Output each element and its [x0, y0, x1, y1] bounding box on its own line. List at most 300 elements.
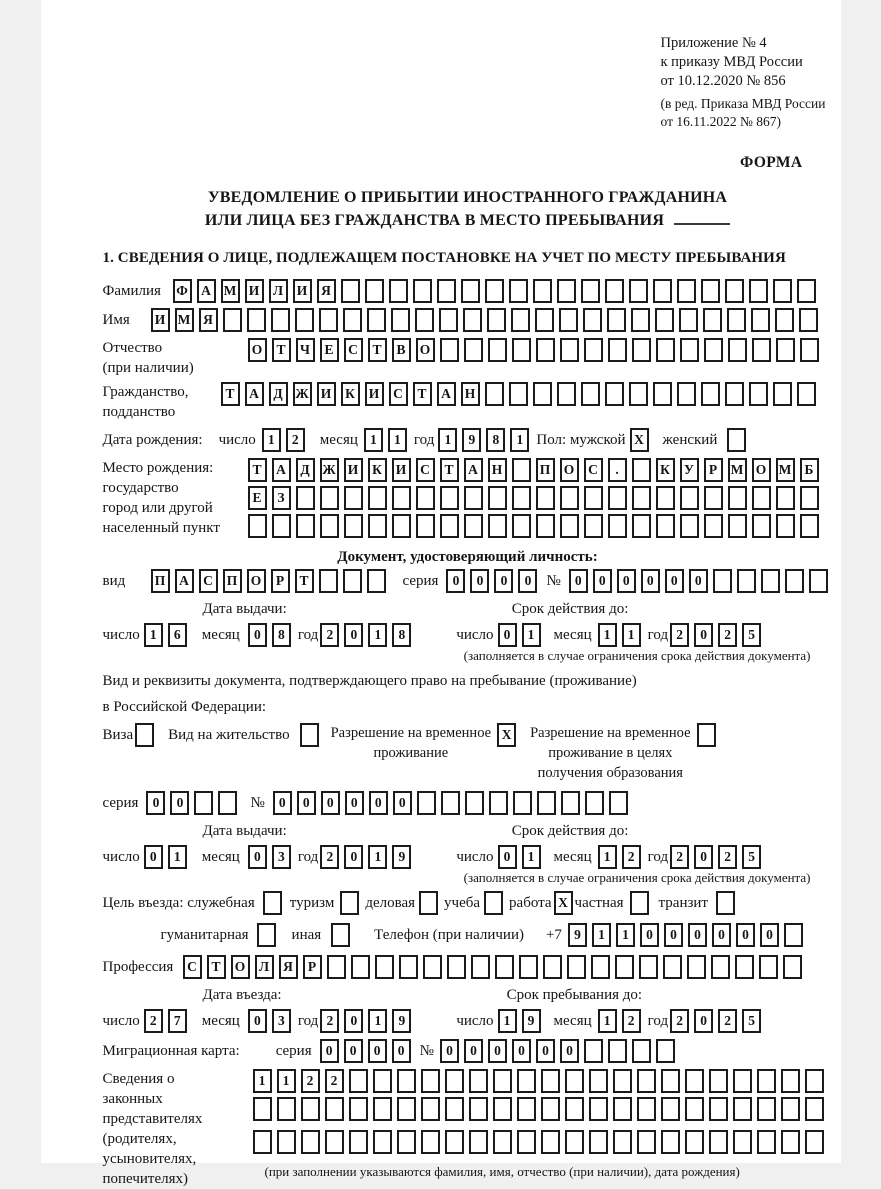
form-cell[interactable]: 1 [262, 428, 281, 452]
form-cell[interactable]: И [293, 279, 312, 303]
form-cell[interactable] [773, 279, 792, 303]
form-cell[interactable]: 1 [368, 845, 387, 869]
form-cell[interactable]: 0 [273, 791, 292, 815]
form-cell[interactable]: Е [320, 338, 339, 362]
form-cell[interactable] [809, 569, 828, 593]
form-cell[interactable]: 0 [569, 569, 588, 593]
form-cell[interactable] [709, 1130, 728, 1154]
form-cell[interactable] [489, 791, 508, 815]
form-cell[interactable] [799, 308, 818, 332]
form-cell[interactable] [277, 1097, 296, 1121]
form-cell[interactable] [703, 308, 722, 332]
form-cell[interactable]: 8 [272, 623, 291, 647]
form-cell[interactable]: 8 [392, 623, 411, 647]
form-cell[interactable] [776, 514, 795, 538]
form-cell[interactable] [320, 486, 339, 510]
form-cell[interactable] [656, 486, 675, 510]
form-cell[interactable]: 0 [518, 569, 537, 593]
form-cell[interactable] [557, 382, 576, 406]
checkbox[interactable] [257, 923, 276, 947]
form-cell[interactable] [752, 486, 771, 510]
form-cell[interactable] [752, 338, 771, 362]
form-cell[interactable]: . [608, 458, 627, 482]
form-cell[interactable]: 0 [297, 791, 316, 815]
form-cell[interactable] [349, 1069, 368, 1093]
form-cell[interactable]: Р [271, 569, 290, 593]
form-cell[interactable]: 0 [760, 923, 779, 947]
form-cell[interactable] [272, 514, 291, 538]
form-cell[interactable] [605, 382, 624, 406]
form-cell[interactable] [397, 1069, 416, 1093]
form-cell[interactable]: Т [221, 382, 240, 406]
form-cell[interactable]: А [437, 382, 456, 406]
form-cell[interactable] [301, 1130, 320, 1154]
form-cell[interactable] [685, 1130, 704, 1154]
form-cell[interactable] [533, 382, 552, 406]
form-cell[interactable]: С [584, 458, 603, 482]
form-cell[interactable] [737, 569, 756, 593]
form-cell[interactable] [517, 1130, 536, 1154]
form-cell[interactable] [785, 569, 804, 593]
form-cell[interactable] [416, 486, 435, 510]
form-cell[interactable]: Д [269, 382, 288, 406]
form-cell[interactable] [465, 791, 484, 815]
form-cell[interactable] [613, 1069, 632, 1093]
form-cell[interactable]: М [776, 458, 795, 482]
form-cell[interactable] [301, 1097, 320, 1121]
form-cell[interactable] [565, 1069, 584, 1093]
form-cell[interactable]: 0 [344, 1039, 363, 1063]
form-cell[interactable]: 0 [536, 1039, 555, 1063]
form-cell[interactable]: 2 [718, 623, 737, 647]
form-cell[interactable] [797, 279, 816, 303]
form-cell[interactable]: Т [207, 955, 226, 979]
form-cell[interactable] [709, 1097, 728, 1121]
form-cell[interactable] [591, 955, 610, 979]
form-cell[interactable]: 0 [694, 845, 713, 869]
form-cell[interactable]: 0 [512, 1039, 531, 1063]
form-cell[interactable]: И [392, 458, 411, 482]
form-cell[interactable]: 0 [712, 923, 731, 947]
form-cell[interactable] [661, 1130, 680, 1154]
form-cell[interactable]: М [728, 458, 747, 482]
form-cell[interactable] [247, 308, 266, 332]
form-cell[interactable] [253, 1130, 272, 1154]
form-cell[interactable]: Б [800, 458, 819, 482]
form-cell[interactable]: 0 [665, 569, 684, 593]
form-cell[interactable] [805, 1097, 824, 1121]
form-cell[interactable]: 2 [670, 845, 689, 869]
form-cell[interactable]: Н [488, 458, 507, 482]
form-cell[interactable]: У [680, 458, 699, 482]
form-cell[interactable]: В [392, 338, 411, 362]
form-cell[interactable] [781, 1130, 800, 1154]
form-cell[interactable]: 1 [253, 1069, 272, 1093]
form-cell[interactable]: О [752, 458, 771, 482]
form-cell[interactable] [677, 382, 696, 406]
form-cell[interactable]: С [199, 569, 218, 593]
form-cell[interactable]: 2 [320, 1009, 339, 1033]
form-cell[interactable] [512, 514, 531, 538]
form-cell[interactable]: 9 [392, 845, 411, 869]
form-cell[interactable] [805, 1130, 824, 1154]
form-cell[interactable]: 0 [498, 623, 517, 647]
form-cell[interactable]: 1 [277, 1069, 296, 1093]
form-cell[interactable] [485, 279, 504, 303]
form-cell[interactable] [680, 486, 699, 510]
checkbox[interactable] [697, 723, 716, 747]
form-cell[interactable] [728, 338, 747, 362]
form-cell[interactable]: 9 [392, 1009, 411, 1033]
form-cell[interactable] [629, 382, 648, 406]
form-cell[interactable] [711, 955, 730, 979]
form-cell[interactable]: 0 [392, 1039, 411, 1063]
form-cell[interactable] [608, 1039, 627, 1063]
form-cell[interactable] [344, 514, 363, 538]
form-cell[interactable] [581, 382, 600, 406]
form-cell[interactable]: Д [296, 458, 315, 482]
form-cell[interactable] [605, 279, 624, 303]
form-cell[interactable]: 2 [670, 623, 689, 647]
form-cell[interactable]: Т [368, 338, 387, 362]
form-cell[interactable]: 0 [617, 569, 636, 593]
form-cell[interactable] [584, 514, 603, 538]
form-cell[interactable] [535, 308, 554, 332]
form-cell[interactable] [783, 955, 802, 979]
form-cell[interactable] [271, 308, 290, 332]
form-cell[interactable] [565, 1097, 584, 1121]
form-cell[interactable] [536, 338, 555, 362]
form-cell[interactable] [495, 955, 514, 979]
form-cell[interactable]: 5 [742, 845, 761, 869]
form-cell[interactable] [800, 338, 819, 362]
form-cell[interactable]: 1 [622, 623, 641, 647]
form-cell[interactable] [776, 486, 795, 510]
form-cell[interactable]: 1 [368, 623, 387, 647]
checkbox[interactable] [331, 923, 350, 947]
form-cell[interactable]: 0 [694, 1009, 713, 1033]
form-cell[interactable] [392, 514, 411, 538]
form-cell[interactable]: 1 [616, 923, 635, 947]
form-cell[interactable] [373, 1130, 392, 1154]
form-cell[interactable] [776, 338, 795, 362]
form-cell[interactable] [583, 308, 602, 332]
form-cell[interactable] [536, 514, 555, 538]
form-cell[interactable] [368, 514, 387, 538]
checkbox[interactable] [135, 723, 154, 747]
form-cell[interactable] [325, 1097, 344, 1121]
form-cell[interactable] [423, 955, 442, 979]
form-cell[interactable] [557, 279, 576, 303]
form-cell[interactable] [493, 1130, 512, 1154]
form-cell[interactable]: 7 [168, 1009, 187, 1033]
form-cell[interactable] [781, 1069, 800, 1093]
form-cell[interactable]: 0 [641, 569, 660, 593]
form-cell[interactable]: 0 [464, 1039, 483, 1063]
form-cell[interactable] [733, 1130, 752, 1154]
form-cell[interactable] [615, 955, 634, 979]
form-cell[interactable] [541, 1130, 560, 1154]
form-cell[interactable]: Т [248, 458, 267, 482]
form-cell[interactable]: 9 [568, 923, 587, 947]
checkbox[interactable] [727, 428, 746, 452]
checkbox[interactable] [716, 891, 735, 915]
form-cell[interactable] [464, 486, 483, 510]
form-cell[interactable] [327, 955, 346, 979]
form-cell[interactable]: 0 [446, 569, 465, 593]
form-cell[interactable] [487, 308, 506, 332]
form-cell[interactable] [567, 955, 586, 979]
form-cell[interactable] [589, 1069, 608, 1093]
form-cell[interactable] [749, 382, 768, 406]
form-cell[interactable] [733, 1069, 752, 1093]
form-cell[interactable] [761, 569, 780, 593]
form-cell[interactable]: Т [295, 569, 314, 593]
form-cell[interactable]: 2 [320, 845, 339, 869]
form-cell[interactable]: М [175, 308, 194, 332]
form-cell[interactable]: П [151, 569, 170, 593]
form-cell[interactable]: 1 [598, 623, 617, 647]
form-cell[interactable] [445, 1097, 464, 1121]
form-cell[interactable] [752, 514, 771, 538]
form-cell[interactable] [773, 382, 792, 406]
checkbox[interactable] [484, 891, 503, 915]
form-cell[interactable] [416, 514, 435, 538]
form-cell[interactable] [485, 382, 504, 406]
form-cell[interactable] [733, 1097, 752, 1121]
form-cell[interactable] [223, 308, 242, 332]
form-cell[interactable]: 1 [388, 428, 407, 452]
form-cell[interactable] [632, 486, 651, 510]
form-cell[interactable]: С [344, 338, 363, 362]
form-cell[interactable]: 1 [368, 1009, 387, 1033]
form-cell[interactable] [253, 1097, 272, 1121]
form-cell[interactable] [656, 1039, 675, 1063]
form-cell[interactable]: И [344, 458, 363, 482]
form-cell[interactable]: 0 [694, 623, 713, 647]
form-cell[interactable]: Н [461, 382, 480, 406]
form-cell[interactable] [319, 569, 338, 593]
form-cell[interactable] [541, 1097, 560, 1121]
form-cell[interactable] [656, 514, 675, 538]
form-cell[interactable] [392, 486, 411, 510]
form-cell[interactable]: З [272, 486, 291, 510]
form-cell[interactable] [653, 382, 672, 406]
form-cell[interactable] [375, 955, 394, 979]
form-cell[interactable] [661, 1069, 680, 1093]
form-cell[interactable]: А [197, 279, 216, 303]
form-cell[interactable]: О [560, 458, 579, 482]
form-cell[interactable] [687, 955, 706, 979]
form-cell[interactable] [632, 458, 651, 482]
form-cell[interactable] [584, 338, 603, 362]
form-cell[interactable] [447, 955, 466, 979]
form-cell[interactable] [463, 308, 482, 332]
form-cell[interactable] [440, 486, 459, 510]
form-cell[interactable] [421, 1097, 440, 1121]
form-cell[interactable] [493, 1069, 512, 1093]
form-cell[interactable]: О [247, 569, 266, 593]
form-cell[interactable]: 0 [494, 569, 513, 593]
form-cell[interactable]: 3 [272, 845, 291, 869]
form-cell[interactable] [441, 791, 460, 815]
form-cell[interactable] [368, 486, 387, 510]
form-cell[interactable]: 1 [522, 845, 541, 869]
form-cell[interactable]: И [151, 308, 170, 332]
form-cell[interactable]: О [248, 338, 267, 362]
form-cell[interactable] [413, 279, 432, 303]
checkbox[interactable]: X [554, 891, 573, 915]
form-cell[interactable] [581, 279, 600, 303]
form-cell[interactable] [728, 514, 747, 538]
form-cell[interactable] [277, 1130, 296, 1154]
form-cell[interactable]: 2 [286, 428, 305, 452]
form-cell[interactable] [608, 514, 627, 538]
form-cell[interactable] [445, 1069, 464, 1093]
form-cell[interactable] [512, 338, 531, 362]
form-cell[interactable] [655, 308, 674, 332]
form-cell[interactable]: 0 [369, 791, 388, 815]
form-cell[interactable] [194, 791, 213, 815]
checkbox[interactable] [300, 723, 319, 747]
form-cell[interactable] [805, 1069, 824, 1093]
form-cell[interactable] [541, 1069, 560, 1093]
form-cell[interactable] [751, 308, 770, 332]
form-cell[interactable] [493, 1097, 512, 1121]
form-cell[interactable] [440, 338, 459, 362]
form-cell[interactable]: 0 [560, 1039, 579, 1063]
form-cell[interactable] [341, 279, 360, 303]
form-cell[interactable] [519, 955, 538, 979]
form-cell[interactable] [608, 338, 627, 362]
form-cell[interactable]: 2 [670, 1009, 689, 1033]
form-cell[interactable]: 1 [598, 845, 617, 869]
form-cell[interactable] [560, 486, 579, 510]
form-cell[interactable] [469, 1069, 488, 1093]
form-cell[interactable] [589, 1097, 608, 1121]
form-cell[interactable] [543, 955, 562, 979]
form-cell[interactable] [373, 1069, 392, 1093]
form-cell[interactable] [488, 486, 507, 510]
checkbox[interactable]: X [630, 428, 649, 452]
form-cell[interactable]: 0 [498, 845, 517, 869]
form-cell[interactable]: К [341, 382, 360, 406]
form-cell[interactable] [512, 486, 531, 510]
form-cell[interactable] [509, 382, 528, 406]
form-cell[interactable] [560, 338, 579, 362]
form-cell[interactable] [584, 1039, 603, 1063]
form-cell[interactable] [218, 791, 237, 815]
form-cell[interactable]: С [416, 458, 435, 482]
form-cell[interactable] [727, 308, 746, 332]
form-cell[interactable]: 0 [393, 791, 412, 815]
form-cell[interactable]: 0 [688, 923, 707, 947]
form-cell[interactable]: 0 [736, 923, 755, 947]
form-cell[interactable] [397, 1130, 416, 1154]
form-cell[interactable] [296, 486, 315, 510]
form-cell[interactable] [421, 1069, 440, 1093]
form-cell[interactable] [637, 1130, 656, 1154]
form-cell[interactable]: 0 [248, 845, 267, 869]
form-cell[interactable] [663, 955, 682, 979]
form-cell[interactable]: 2 [144, 1009, 163, 1033]
form-cell[interactable]: 0 [345, 791, 364, 815]
form-cell[interactable]: Ф [173, 279, 192, 303]
form-cell[interactable]: А [272, 458, 291, 482]
form-cell[interactable] [536, 486, 555, 510]
form-cell[interactable]: К [656, 458, 675, 482]
form-cell[interactable]: 1 [144, 623, 163, 647]
form-cell[interactable] [295, 308, 314, 332]
form-cell[interactable] [704, 514, 723, 538]
form-cell[interactable]: 2 [718, 845, 737, 869]
form-cell[interactable] [800, 514, 819, 538]
form-cell[interactable] [560, 514, 579, 538]
form-cell[interactable] [637, 1097, 656, 1121]
form-cell[interactable] [559, 308, 578, 332]
form-cell[interactable]: О [416, 338, 435, 362]
form-cell[interactable] [399, 955, 418, 979]
form-cell[interactable] [585, 791, 604, 815]
form-cell[interactable] [537, 791, 556, 815]
form-cell[interactable]: 0 [146, 791, 165, 815]
form-cell[interactable]: 1 [438, 428, 457, 452]
form-cell[interactable] [613, 1130, 632, 1154]
form-cell[interactable] [679, 308, 698, 332]
form-cell[interactable]: 0 [144, 845, 163, 869]
form-cell[interactable]: И [365, 382, 384, 406]
form-cell[interactable] [469, 1130, 488, 1154]
form-cell[interactable]: 0 [344, 623, 363, 647]
checkbox[interactable] [340, 891, 359, 915]
form-cell[interactable]: 0 [344, 1009, 363, 1033]
form-cell[interactable]: О [231, 955, 250, 979]
form-cell[interactable]: Т [413, 382, 432, 406]
form-cell[interactable] [349, 1130, 368, 1154]
form-cell[interactable]: Я [199, 308, 218, 332]
form-cell[interactable] [609, 791, 628, 815]
form-cell[interactable] [417, 791, 436, 815]
form-cell[interactable]: 0 [640, 923, 659, 947]
form-cell[interactable] [800, 486, 819, 510]
form-cell[interactable]: П [536, 458, 555, 482]
form-cell[interactable] [248, 514, 267, 538]
form-cell[interactable] [725, 279, 744, 303]
form-cell[interactable]: 2 [325, 1069, 344, 1093]
checkbox[interactable] [263, 891, 282, 915]
form-cell[interactable]: 0 [321, 791, 340, 815]
form-cell[interactable] [512, 458, 531, 482]
form-cell[interactable] [631, 308, 650, 332]
form-cell[interactable] [561, 791, 580, 815]
form-cell[interactable]: 9 [522, 1009, 541, 1033]
form-cell[interactable] [704, 486, 723, 510]
form-cell[interactable]: 1 [598, 1009, 617, 1033]
form-cell[interactable] [637, 1069, 656, 1093]
form-cell[interactable]: Ж [293, 382, 312, 406]
form-cell[interactable]: 3 [272, 1009, 291, 1033]
form-cell[interactable] [367, 569, 386, 593]
form-cell[interactable]: Л [255, 955, 274, 979]
form-cell[interactable] [349, 1097, 368, 1121]
form-cell[interactable] [296, 514, 315, 538]
form-cell[interactable]: 6 [168, 623, 187, 647]
form-cell[interactable] [781, 1097, 800, 1121]
form-cell[interactable]: 2 [718, 1009, 737, 1033]
form-cell[interactable]: 8 [486, 428, 505, 452]
form-cell[interactable] [421, 1130, 440, 1154]
form-cell[interactable] [749, 279, 768, 303]
